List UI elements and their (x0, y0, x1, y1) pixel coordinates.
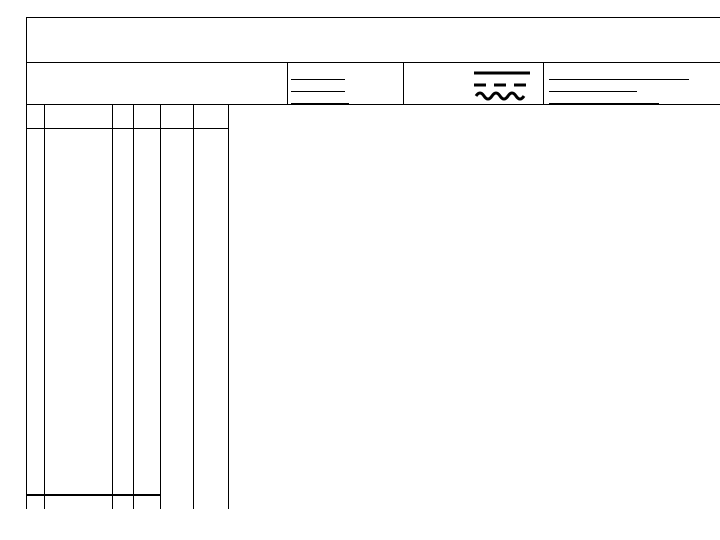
col-divider-op (44, 104, 45, 509)
col-divider-man (160, 104, 161, 509)
shift-time-blank[interactable] (291, 82, 345, 92)
legend-symbols (470, 66, 536, 106)
cell-area-blank[interactable] (549, 94, 659, 104)
completed-by-field[interactable] (549, 81, 637, 92)
cell-area-field[interactable] (549, 93, 659, 104)
date-field[interactable] (549, 69, 689, 80)
walking-line-symbol (476, 93, 524, 99)
qty-shift-blank[interactable] (291, 70, 345, 80)
col-divider-auto (228, 104, 229, 509)
completed-by-blank[interactable] (549, 82, 637, 92)
qty-shift-field[interactable] (291, 69, 345, 80)
col-divider-desc (112, 104, 113, 509)
title-divider (26, 62, 720, 63)
info-divider (543, 62, 544, 104)
production-divider (287, 62, 288, 104)
shift-time-field[interactable] (291, 81, 345, 92)
col-divider-mc (133, 104, 134, 509)
totals-line (26, 494, 160, 496)
time-grid[interactable] (230, 128, 710, 509)
takt-time-blank[interactable] (291, 94, 349, 104)
col-divider-walk (193, 104, 194, 509)
legend-divider (403, 62, 404, 104)
header-bottom-line (26, 128, 228, 129)
header-top-line (26, 104, 720, 105)
date-blank[interactable] (549, 70, 689, 80)
takt-time-field[interactable] (291, 93, 349, 104)
